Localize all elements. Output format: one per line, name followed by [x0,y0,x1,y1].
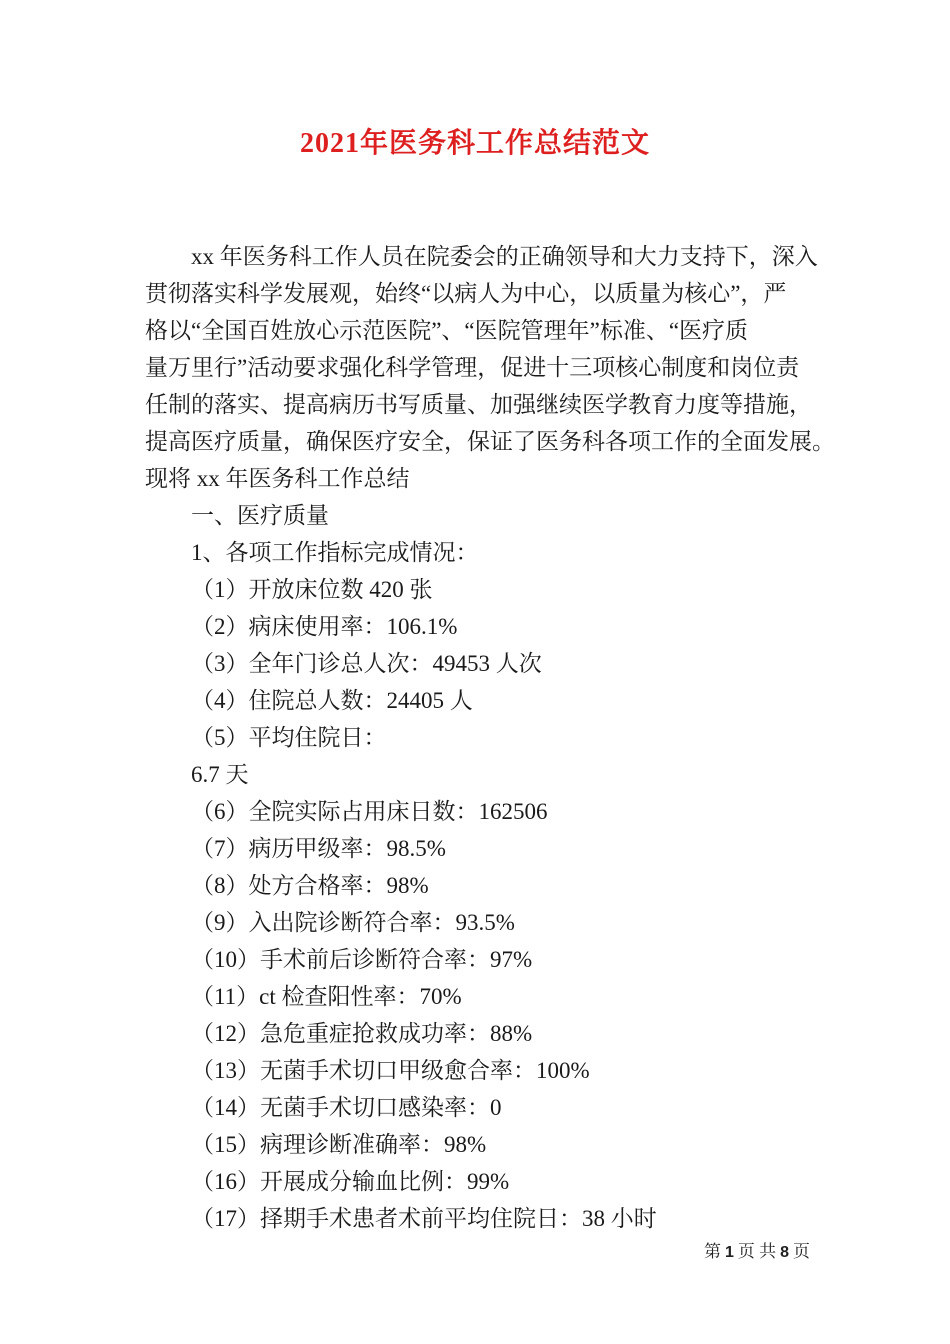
indicator-line: （15）病理诊断准确率：98% [191,1132,487,1157]
intro-line: 量万里行”活动要求强化科学管理，促进十三项核心制度和岗位责 [145,355,800,380]
footer-suffix: 页 [793,1242,810,1261]
intro-line: 提高医疗质量，确保医疗安全，保证了医务科各项工作的全面发展。 [145,429,835,454]
intro-paragraph [145,238,835,497]
indicator-line: （1）开放床位数 420 张 [191,577,433,602]
indicator-line: 6.7 天 [191,762,249,787]
indicator-line: （3）全年门诊总人次：49453 人次 [191,651,542,676]
intro-line: 任制的落实、提高病历书写质量、加强继续医学教育力度等措施， [145,392,812,417]
page-footer [704,1242,810,1263]
footer-prefix: 第 [703,1242,721,1261]
indicator-line: 1、各项工作指标完成情况： [191,540,479,565]
indicator-line: （4）住院总人数：24405 人 [191,688,473,713]
indicator-line: （7）病历甲级率：98.5% [191,836,446,861]
indicator-line: （17）择期手术患者术前平均住院日：38 小时 [191,1206,657,1231]
intro-line: 现将 xx 年医务科工作总结 [145,466,410,491]
intro-line: 格以“全国百姓放心示范医院”、“医院管理年”标准、“医疗质 [145,318,749,343]
indicator-line: （14）无菌手术切口感染率：0 [191,1095,502,1120]
footer-middle: 页 共 [737,1242,777,1261]
indicator-line: （10）手术前后诊断符合率：97% [191,947,533,972]
indicator-list [145,497,815,1237]
indicator-line: （9）入出院诊断符合率：93.5% [191,910,515,935]
indicator-line: （11）ct 检查阳性率：70% [191,984,462,1009]
intro-line: 贯彻落实科学发展观，始终“以病人为中心，以质量为核心”，严 [145,281,787,306]
document-title: 2021年医务科工作总结范文 [299,128,650,159]
indicator-line: （5）平均住院日： [191,725,387,750]
indicator-line: （13）无菌手术切口甲级愈合率：100% [191,1058,590,1083]
document-body [0,160,950,1237]
total-page-count: 8 [780,1244,789,1261]
indicator-line: 一、医疗质量 [191,503,329,528]
current-page-number: 1 [724,1244,734,1261]
indicator-line: （8）处方合格率：98% [191,873,429,898]
indicator-line: （16）开展成分输血比例：99% [191,1169,510,1194]
intro-line: xx 年医务科工作人员在院委会的正确领导和大力支持下，深入 [191,244,818,269]
indicator-line: （6）全院实际占用床日数：162506 [191,799,548,824]
indicator-line: （12）急危重症抢救成功率：88% [191,1021,533,1046]
indicator-line: （2）病床使用率：106.1% [191,614,458,639]
